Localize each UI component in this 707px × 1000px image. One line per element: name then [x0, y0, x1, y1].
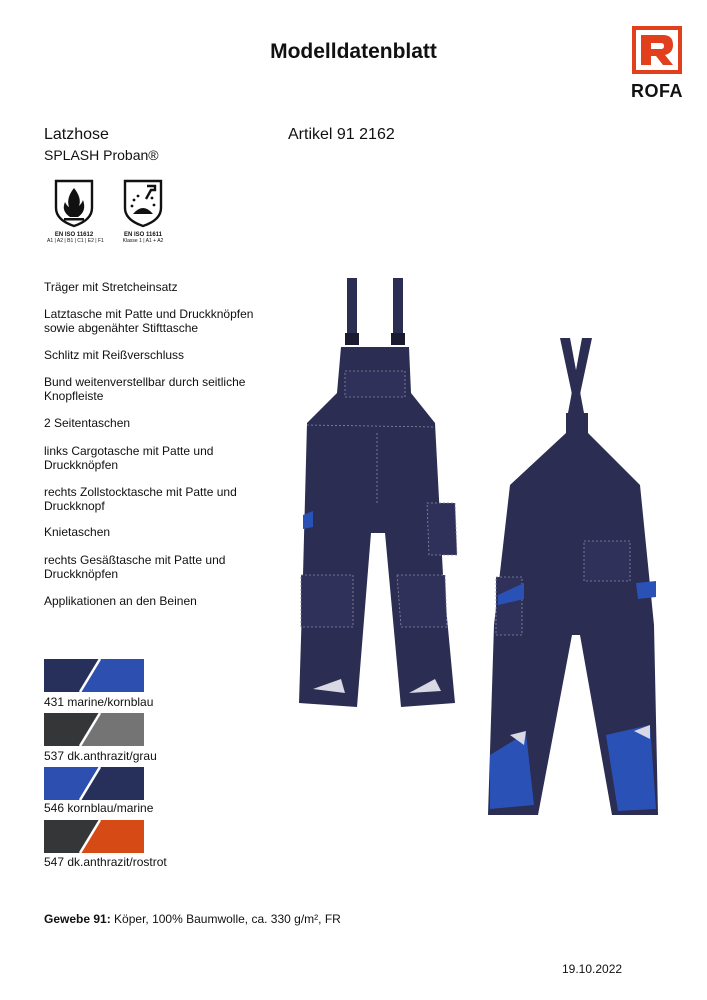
color-swatch-546[interactable] [44, 767, 144, 800]
rofa-logo-icon [632, 26, 682, 74]
certificate-en-iso-11612 [47, 178, 104, 244]
feature-item: rechts Zollstocktasche mit Patte und [44, 485, 237, 499]
feature-item: Applikationen an den Beinen [44, 594, 197, 608]
color-label: 547 dk.anthrazit/rostrot [44, 855, 167, 869]
certificate-standard: EN ISO 11611 [123, 232, 163, 238]
product-name: Latzhose [44, 126, 109, 143]
certificate-standard: EN ISO 11612 [54, 232, 94, 238]
color-label: 537 dk.anthrazit/grau [44, 749, 157, 763]
color-swatch-547[interactable] [44, 820, 144, 853]
color-label: 431 marine/kornblau [44, 695, 154, 709]
feature-item: 2 Seitentaschen [44, 416, 131, 430]
feature-item: rechts Gesäßtasche mit Patte und [44, 553, 226, 567]
article-number: Artikel 91 2162 [288, 126, 395, 143]
fabric-label: Gewebe 91: [44, 912, 111, 926]
feature-item-continued: Druckknöpfen [44, 567, 119, 581]
feature-item: Träger mit Stretcheinsatz [44, 280, 178, 294]
feature-item-continued: Druckknöpfen [44, 458, 119, 472]
brand-name: ROFA [630, 81, 683, 101]
fabric-text: Köper, 100% Baumwolle, ca. 330 g/m², FR [110, 912, 341, 926]
back-view-image [480, 335, 672, 815]
page-title: Modelldatenblatt [270, 40, 437, 63]
product-subtitle: SPLASH Proban® [44, 147, 159, 163]
feature-item: Knietaschen [44, 525, 111, 539]
feature-item: Latztasche mit Patte und Druckknöpfen [44, 307, 254, 321]
feature-item: links Cargotasche mit Patte und [44, 444, 214, 458]
certificate-classes: Klasse 1 | A1 + A2 [122, 238, 164, 244]
feature-item-continued: Druckknopf [44, 499, 105, 513]
flame-shield-icon [52, 178, 96, 228]
front-view-image [285, 275, 475, 720]
welding-shield-icon [121, 178, 165, 228]
feature-item-continued: sowie abgenähter Stifttasche [44, 321, 199, 335]
color-swatch-537[interactable] [44, 713, 144, 746]
document-date: 19.10.2022 [562, 962, 623, 976]
certificate-classes: A1 | A2 | B1 | C1 | E2 | F1 [47, 238, 104, 244]
color-label: 546 kornblau/marine [44, 801, 154, 815]
feature-item: Bund weitenverstellbar durch seitliche [44, 375, 246, 389]
brand-logo [627, 26, 687, 102]
color-swatch-431[interactable] [44, 659, 144, 692]
feature-item: Schlitz mit Reißverschluss [44, 348, 185, 362]
certificate-en-iso-11611 [116, 178, 170, 244]
fabric-info [44, 912, 341, 926]
feature-item-continued: Knopfleiste [44, 389, 104, 403]
